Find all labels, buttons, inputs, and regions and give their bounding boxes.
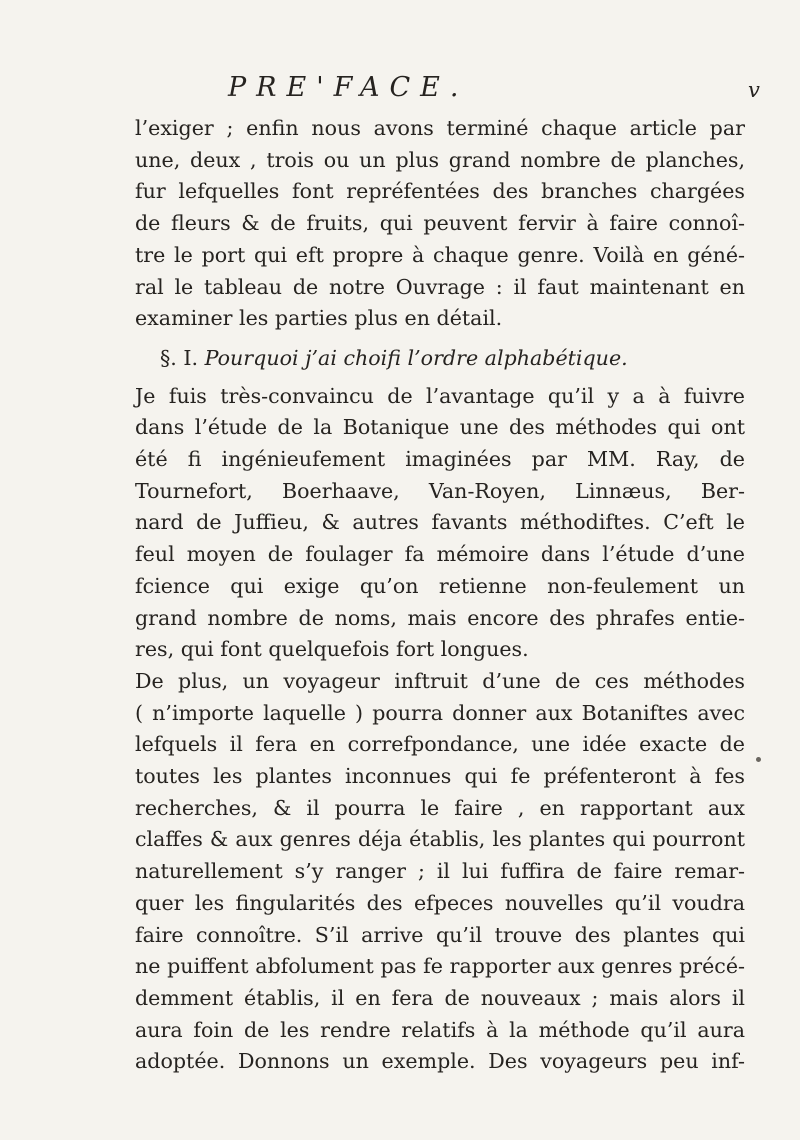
text-line: quer les fingularités des efpeces nouvelles qu’il voudra [135,890,745,915]
text-line: lefquels il fera en correfpondance, une idée exacte de [135,732,745,757]
text-line: fur lefquelles font repréfentées des branches chargées [135,179,745,204]
text-line: demment établis, il en fera de nouveaux ; mais alors il [135,985,745,1010]
text-line: Je fuis très-convaincu de l’avantage qu’il y a à fuivre [135,383,745,408]
text-line: fcience qui exige qu’on retienne non-feulement un [135,573,745,598]
paragraph-1 [135,113,745,335]
section-heading [135,343,745,375]
text-line: claffes & aux genres déja établis, les plantes qui pourront [135,827,745,852]
text-line: grand nombre de noms, mais encore des phrafes entie- [135,605,745,630]
text-line: été fi ingénieufement imaginées par MM. Ray, de [135,447,745,472]
section-title: Pourquoi j’ai choifi l’ordre alphabétique. [204,345,628,370]
text-line: De plus, un voyageur inftruit d’une de ces méthodes [135,668,745,693]
text-line: l’exiger ; enfin nous avons terminé chaque article par [135,116,745,140]
text-line: ral le tableau de notre Ouvrage : il faut maintenant en [135,274,745,299]
body-text [135,113,745,1078]
text-line: de fleurs & de fruits, qui peuvent fervir à faire connoî- [135,211,745,236]
section-number: §. I. [160,345,199,370]
text-line: ( n’importe laquelle ) pourra donner aux Botaniftes avec [135,700,745,725]
text-line: res, qui font quelquefois fort longues. [135,637,529,662]
text-line: aura foin de les rendre relatifs à la méthode qu’il aura [135,1017,745,1042]
text-line: examiner les parties plus en détail. [135,306,503,331]
text-line: naturellement s’y ranger ; il lui fuffira de faire remar- [135,859,745,884]
page-header [0,72,800,112]
text-line: nard de Juffieu, & autres favants méthodiftes. C’eft le [135,510,745,535]
text-line: recherches, & il pourra le faire , en rapportant aux [135,795,745,820]
text-line: Tournefort, Boerhaave, Van-Royen, Linnæus, Ber- [135,478,745,503]
paragraph-3 [135,666,745,1078]
text-line: adoptée. Donnons un exemple. Des voyageurs peu inf- [135,1049,745,1074]
ink-spot-mark [756,757,761,762]
text-line: faire connoître. S’il arrive qu’il trouve des plantes qui [135,922,745,947]
text-line: ne puiffent abfolument pas fe rapporter aux genres précé- [135,954,745,979]
text-line: toutes les plantes inconnues qui fe préfenteront à fes [135,764,745,789]
page-number: v [748,78,760,102]
text-line: dans l’étude de la Botanique une des méthodes qui ont [135,415,745,440]
running-title: PRE'FACE. [228,72,469,103]
text-line: une, deux , trois ou un plus grand nombre de planches, [135,147,745,172]
text-line: feul moyen de foulager fa mémoire dans l’étude d’une [135,542,745,567]
text-line: tre le port qui eft propre à chaque genre. Voilà en géné- [135,242,745,267]
paragraph-2 [135,381,745,666]
